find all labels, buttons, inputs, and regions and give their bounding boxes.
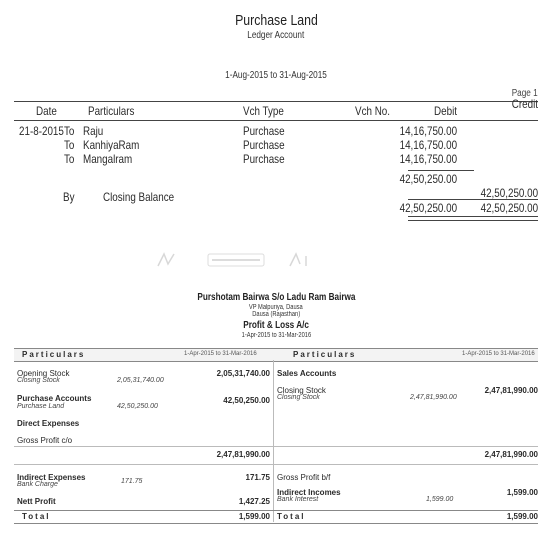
subtotal-debit: 42,50,250.00 (399, 172, 457, 186)
closing-stock-sub-amount: 2,05,31,740.00 (117, 377, 164, 384)
right-total-label: Total (277, 512, 306, 521)
left-total-label: Total (22, 512, 51, 521)
purchase-land-sub-label: Purchase Land (17, 403, 65, 410)
gross-profit-bf-label: Gross Profit b/f (277, 473, 331, 482)
ledger-header-bottom-rule (14, 120, 538, 121)
stamp-marks (150, 248, 360, 272)
closing-by: By (63, 190, 75, 204)
page-number: Page 1 (512, 88, 538, 99)
closing-credit: 42,50,250.00 (480, 186, 538, 200)
bank-charge-sub-label: Bank Charge (17, 481, 58, 488)
indirect-expenses-label: Indirect Expenses (17, 473, 86, 482)
total-top-rule (408, 199, 538, 200)
row-to: To (64, 124, 75, 138)
pl-title: Profit & Loss A/c (243, 320, 309, 331)
purchase-land-sub-amount: 42,50,250.00 (117, 403, 158, 410)
left-subtotal-rule (14, 446, 273, 447)
indirect-incomes-label: Indirect Incomes (277, 488, 341, 497)
right-total-amount: 1,599.00 (506, 512, 538, 521)
net-profit-label: Nett Profit (17, 497, 56, 506)
ledger-title: Purchase Land (234, 12, 318, 29)
total-debit: 42,50,250.00 (399, 201, 457, 215)
bank-interest-sub-label: Bank Interest (277, 496, 319, 503)
row-vch-type: Purchase (243, 138, 285, 152)
pl-header-particulars-left: Particulars (22, 350, 86, 359)
opening-stock-amount: 2,05,31,740.00 (216, 369, 270, 378)
closing-stock-sub-label: Closing Stock (17, 377, 60, 384)
opening-stock-label: Opening Stock (17, 369, 70, 378)
pl-period: 1-Apr-2015 to 31-Mar-2016 (241, 332, 311, 339)
pl-total-bar (14, 510, 538, 524)
closing-stock-right-sub-label: Closing Stock (277, 394, 320, 401)
left-total-amount: 1,599.00 (238, 512, 270, 521)
gross-profit-co-label: Gross Profit c/o (17, 436, 73, 445)
ledger-subtitle: Ledger Account (247, 30, 305, 41)
pl-header-particulars-right: Particulars (293, 350, 357, 359)
closing-stock-right-sub-amount: 2,47,81,990.00 (410, 394, 457, 401)
net-profit-amount: 1,427.25 (238, 497, 270, 506)
row-debit: 14,16,750.00 (399, 138, 457, 152)
right-subtotal-rule (273, 446, 538, 447)
row-date: 21-8-2015 (19, 124, 64, 138)
header-particulars: Particulars (88, 104, 135, 118)
bank-charge-sub-amount: 171.75 (121, 478, 143, 485)
indirect-expenses-amount: 171.75 (245, 473, 270, 482)
pl-center-divider (273, 360, 274, 522)
company-name: Purshotam Bairwa S/o Ladu Ram Bairwa (196, 292, 356, 303)
bank-interest-sub-amount: 1,599.00 (426, 496, 454, 503)
purchase-accounts-label: Purchase Accounts (17, 394, 92, 403)
total-double-rule (408, 216, 538, 221)
total-credit: 42,50,250.00 (480, 201, 538, 215)
right-subtotal-amount: 2,47,81,990.00 (484, 450, 538, 459)
closing-stock-amount: 2,47,81,990.00 (484, 386, 538, 395)
ledger-header-top-rule (14, 101, 538, 102)
pl-header-bar (14, 348, 538, 362)
indirect-incomes-amount: 1,599.00 (506, 488, 538, 497)
row-debit: 14,16,750.00 (399, 152, 457, 166)
pl-header-period-right: 1-Apr-2015 to 31-Mar-2016 (462, 351, 535, 357)
row-particular: Raju (83, 124, 104, 138)
row-particular: Mangalram (83, 152, 133, 166)
row-to: To (64, 138, 75, 152)
row-to: To (64, 152, 75, 166)
header-vch-no: Vch No. (355, 104, 391, 118)
header-vch-type: Vch Type (243, 104, 284, 118)
purchase-accounts-amount: 42,50,250.00 (223, 396, 270, 405)
right-subtotal-bottom-rule (273, 464, 538, 465)
left-subtotal-amount: 2,47,81,990.00 (216, 450, 270, 459)
closing-stock-label: Closing Stock (277, 386, 326, 395)
left-subtotal-bottom-rule (14, 464, 273, 465)
row-debit: 14,16,750.00 (399, 124, 457, 138)
closing-label: Closing Balance (103, 190, 175, 204)
ledger-period: 1-Aug-2015 to 31-Aug-2015 (225, 70, 327, 81)
header-debit: Debit (434, 104, 457, 118)
company-address-2: Dausa (Rajasthan) (252, 311, 300, 318)
row-particular: KanhiyaRam (83, 138, 140, 152)
subtotal-rule (408, 170, 474, 171)
company-address-1: VP Malpuriya, Dausa (249, 304, 303, 311)
pl-header-period-left: 1-Apr-2015 to 31-Mar-2016 (184, 351, 257, 357)
row-vch-type: Purchase (243, 124, 285, 138)
header-date: Date (36, 104, 57, 118)
direct-expenses-label: Direct Expenses (17, 419, 80, 428)
row-vch-type: Purchase (243, 152, 285, 166)
sales-accounts-label: Sales Accounts (277, 369, 337, 378)
header-credit: Credit (511, 97, 538, 111)
